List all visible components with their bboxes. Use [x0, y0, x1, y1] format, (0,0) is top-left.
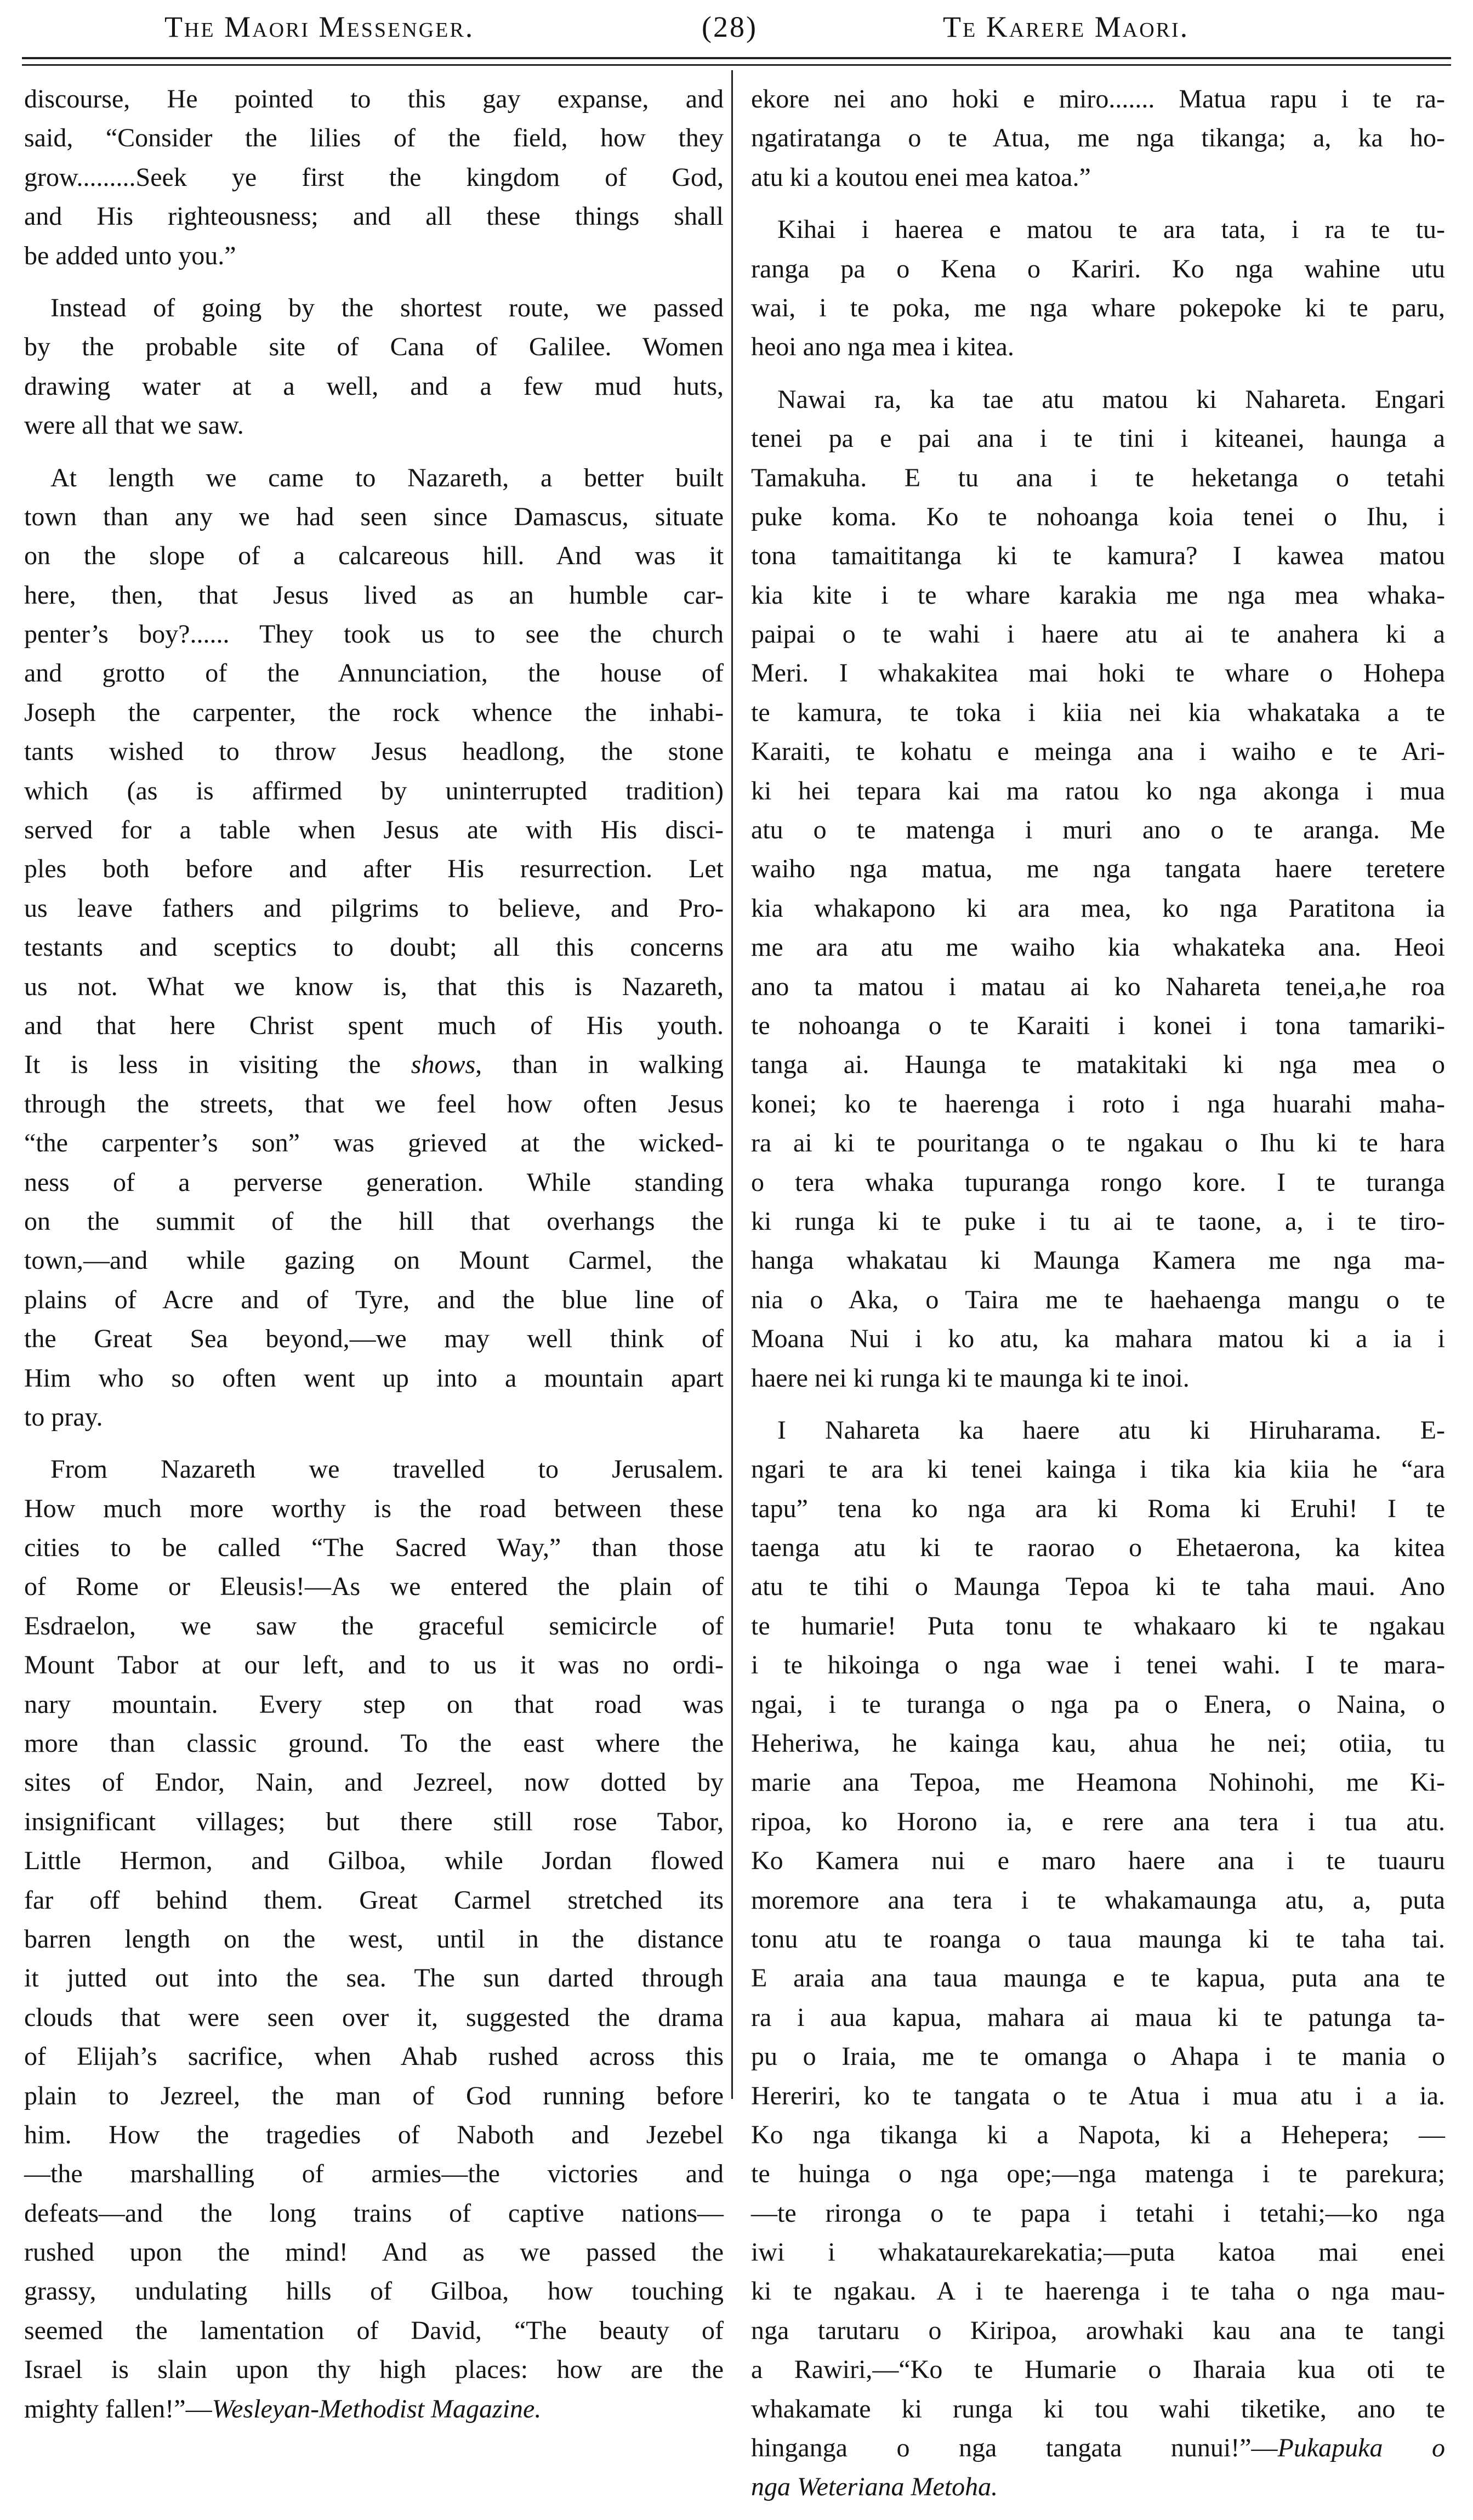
header-rule-top	[22, 57, 1451, 59]
text-line: us not. What we know is, that this is Nazareth,	[24, 972, 724, 1001]
text-line: penter’s boy?...... They took us to see the church	[24, 620, 724, 649]
text-line: Heheriwa, he kainga kau, ahua he nei; otiia, tu	[751, 1729, 1445, 1758]
text-line: It is less in visiting the shows, than in walking	[24, 1050, 724, 1080]
text-line: which (as is affirmed by uninterrupted tradition)	[24, 776, 724, 805]
text-line: were all that we saw.	[24, 411, 244, 440]
text-line: From Nazareth we travelled to Jerusalem.	[50, 1455, 724, 1484]
text-line: At length we came to Nazareth, a better built	[50, 463, 724, 492]
text-line: of Rome or Eleusis!—As we entered the plain of	[24, 1572, 724, 1602]
header-rule-bottom	[22, 64, 1451, 66]
text-line: be added unto you.”	[24, 241, 236, 270]
text-line: far off behind them. Great Carmel stretched its	[24, 1885, 724, 1915]
text-line: sites of Endor, Nain, and Jezreel, now dotted by	[24, 1768, 724, 1797]
text-line: tapu” tena ko nga ara ki Roma ki Eruhi! I te	[751, 1494, 1445, 1523]
text-line: Little Hermon, and Gilboa, while Jordan flowed	[24, 1846, 724, 1876]
text-line: through the streets, that we feel how often Jesus	[24, 1089, 724, 1119]
text-line: by the probable site of Cana of Galilee. Women	[24, 332, 724, 362]
text-line: i te hikoinga o nga wae i tenei wahi. I te mara-	[751, 1650, 1445, 1680]
text-line: ki runga ki te puke i tu ai te taone, a, i te tiro-	[751, 1206, 1445, 1236]
text-line: Ko nga tikanga ki a Napota, ki a Hehepera; —	[751, 2120, 1445, 2149]
text-line: taenga atu ki te raorao o Ehetaerona, ka kitea	[751, 1533, 1445, 1563]
text-line: “the carpenter’s son” was grieved at the wicked-	[24, 1128, 724, 1158]
text-line: testants and sceptics to doubt; all this concerns	[24, 933, 724, 962]
text-line: ripoa, ko Horono ia, e rere ana tera i tua atu.	[751, 1807, 1445, 1836]
text-line: ano ta matou i matau ai ko Nahareta tenei,a,he roa	[751, 972, 1445, 1001]
newspaper-page	[22, 0, 1451, 2502]
text-line: Moana Nui i ko atu, ka mahara matou ki a ia i	[751, 1324, 1445, 1354]
text-line: ki hei tepara kai ma ratou ko nga akonga i mua	[751, 776, 1445, 805]
text-line: te huinga o nga ope;—nga matenga i te parekura;	[751, 2159, 1445, 2189]
text-line: te kamura, te toka i kiia nei kia whakataka a te	[751, 697, 1445, 727]
text-line: E araia ana taua maunga e te kapua, puta ana te	[751, 1963, 1445, 1993]
text-line: Karaiti, te kohatu e meinga ana i waiho e te Ari-	[751, 737, 1445, 767]
english-column	[24, 80, 724, 2442]
text-line: pu o Iraia, me te omanga o Ahapa i te mania o	[751, 2042, 1445, 2071]
article-paragraph	[24, 288, 724, 445]
text-line: hinganga o nga tangata nunui!”—Pukapuka o	[751, 2433, 1445, 2463]
text-line: clouds that were seen over it, suggested the drama	[24, 2002, 724, 2032]
text-line: hanga whakatau ki Maunga Kamera me nga ma-	[751, 1246, 1445, 1275]
text-line: served for a table when Jesus ate with His disci-	[24, 815, 724, 845]
text-line: atu te tihi o Maunga Tepoa ki te taha maui. Ano	[751, 1572, 1445, 1602]
text-line: atu ki a koutou enei mea katoa.”	[751, 162, 1091, 192]
text-line: seemed the lamentation of David, “The beauty of	[24, 2315, 724, 2345]
text-line: plain to Jezreel, the man of God running before	[24, 2081, 724, 2110]
text-line: grassy, undulating hills of Gilboa, how touching	[24, 2277, 724, 2306]
text-line: said, “Consider the lilies of the field, how they	[24, 123, 724, 153]
article-paragraph	[24, 80, 724, 275]
text-line: to pray.	[24, 1402, 103, 1432]
text-line: tonu atu te roanga o taua maunga ki te taha tai.	[751, 1924, 1445, 1954]
text-line: here, then, that Jesus lived as an humble car-	[24, 580, 724, 610]
text-line: rushed upon the mind! And as we passed the	[24, 2238, 724, 2267]
text-line: marie ana Tepoa, me Heamona Nohinohi, me Ki-	[751, 1768, 1445, 1797]
text-line: Kihai i haerea e matou te ara tata, i ra te tu-	[777, 215, 1445, 245]
page-number: (28)	[702, 10, 758, 43]
text-line: tants wished to throw Jesus headlong, the stone	[24, 737, 724, 767]
text-line: tenei pa e pai ana i te tini i kiteanei, haunga a	[751, 424, 1445, 453]
text-line: heoi ano nga mea i kitea.	[751, 332, 1014, 362]
text-line: Tamakuha. E tu ana i te heketanga o tetahi	[751, 463, 1445, 492]
text-line: him. How the tragedies of Naboth and Jezebel	[24, 2120, 724, 2149]
text-line: moremore ana tera i te whakamaunga atu, a, puta	[751, 1885, 1445, 1915]
text-line: and that here Christ spent much of His youth.	[24, 1011, 724, 1040]
text-line: town than any we had seen since Damascus, situate	[24, 502, 724, 531]
text-line: ki te ngakau. A i te haerenga i te taha o nga mau-	[751, 2277, 1445, 2306]
page-header	[22, 3, 1451, 53]
article-paragraph	[751, 210, 1445, 367]
text-line: me ara atu me waiho kia whakateka ana. Heoi	[751, 933, 1445, 962]
text-line: mighty fallen!”—Wesleyan-Methodist Magazine.	[24, 2394, 542, 2423]
text-line: on the summit of the hill that overhangs the	[24, 1206, 724, 1236]
text-line: us leave fathers and pilgrims to believe, and Pro-	[24, 893, 724, 923]
text-line: paipai o te wahi i haere atu ai te anahera ki a	[751, 620, 1445, 649]
text-line: I Nahareta ka haere atu ki Hiruharama. E-	[777, 1415, 1445, 1445]
text-line: haere nei ki runga ki te maunga ki te inoi.	[751, 1363, 1190, 1393]
text-line: cities to be called “The Sacred Way,” than those	[24, 1533, 724, 1563]
text-line: grow.........Seek ye first the kingdom of God,	[24, 162, 724, 192]
text-line: ra i aua kapua, mahara ai maua ki te patunga ta-	[751, 2002, 1445, 2032]
text-line: defeats—and the long trains of captive nations—	[24, 2198, 724, 2228]
text-line: Mount Tabor at our left, and to us it was no ordi-	[24, 1650, 724, 1680]
text-line: —te rironga o te papa i tetahi i tetahi;—ko nga	[751, 2198, 1445, 2228]
text-line: Him who so often went up into a mountain apart	[24, 1363, 724, 1393]
text-line: iwi i whakataurekarekatia;—puta katoa mai enei	[751, 2238, 1445, 2267]
column-divider	[731, 70, 733, 2099]
text-line: Esdraelon, we saw the graceful semicircle of	[24, 1611, 724, 1641]
text-line: ra ai ki te pouritanga o te ngakau o Ihu ki te hara	[751, 1128, 1445, 1158]
text-line: ness of a perverse generation. While standing	[24, 1167, 724, 1197]
text-line: the Great Sea beyond,—we may well think of	[24, 1324, 724, 1354]
article-paragraph	[751, 80, 1445, 197]
text-line: barren length on the west, until in the distance	[24, 1924, 724, 1954]
text-line: discourse, He pointed to this gay expanse, and	[24, 84, 724, 113]
text-line: te humarie! Puta tonu te whakaaro ki te ngakau	[751, 1611, 1445, 1641]
article-paragraph	[24, 1450, 724, 2428]
text-line: tona tamaititanga ki te kamura? I kawea matou	[751, 541, 1445, 571]
text-line: Nawai ra, ka tae atu matou ki Nahareta. Engari	[777, 384, 1445, 414]
header-title-maori: Te Karere Maori.	[943, 10, 1190, 43]
text-line: nia o Aka, o Taira me te haehaenga mangu o te	[751, 1285, 1445, 1314]
text-line: tanga ai. Haunga te matakitaki ki nga mea o	[751, 1050, 1445, 1080]
text-line: Instead of going by the shortest route, we passed	[50, 293, 724, 322]
text-line: more than classic ground. To the east where the	[24, 1729, 724, 1758]
text-line: nga tarutaru o Kiripoa, arowhaki kau ana te tangi	[751, 2315, 1445, 2345]
text-line: whakamate ki runga ki tou wahi tiketike, ano te	[751, 2394, 1445, 2423]
text-line: ngari te ara ki tenei kainga i tika kia kiia he “ara	[751, 1455, 1445, 1484]
text-line: Joseph the carpenter, the rock whence the inhabi-	[24, 697, 724, 727]
header-title-english: The Maori Messenger.	[164, 10, 475, 43]
article-paragraph	[751, 380, 1445, 1398]
text-line: and His righteousness; and all these things shall	[24, 202, 724, 231]
text-line: Ko Kamera nui e maro haere ana i te tuauru	[751, 1846, 1445, 1876]
text-line: ples both before and after His resurrection. Let	[24, 854, 724, 884]
text-line: nary mountain. Every step on that road was	[24, 1689, 724, 1719]
text-line: drawing water at a well, and a few mud huts,	[24, 371, 724, 401]
text-line: Hereriri, ko te tangata o te Atua i mua atu i a ia.	[751, 2081, 1445, 2110]
text-line: Israel is slain upon thy high places: how are the	[24, 2355, 724, 2385]
text-line: puke koma. Ko te nohoanga koia tenei o Ihu, i	[751, 502, 1445, 531]
text-line: atu o te matenga i muri ano o te aranga. Me	[751, 815, 1445, 845]
text-line: ranga pa o Kena o Kariri. Ko nga wahine utu	[751, 254, 1445, 283]
text-line: insignificant villages; but there still rose Tabor,	[24, 1807, 724, 1836]
text-line: How much more worthy is the road between these	[24, 1494, 724, 1523]
article-paragraph	[24, 458, 724, 1437]
text-line: wai, i te poka, me nga whare pokepoke ki te paru,	[751, 293, 1445, 322]
text-line: te nohoanga o te Karaiti i konei i tona tamariki-	[751, 1011, 1445, 1040]
text-line: konei; ko te haerenga i roto i nga huarahi maha-	[751, 1089, 1445, 1119]
article-paragraph	[751, 1411, 1445, 2507]
text-line: o tera whaka tupuranga rongo kore. I te turanga	[751, 1167, 1445, 1197]
text-line: it jutted out into the sea. The sun darted through	[24, 1963, 724, 1993]
text-line: on the slope of a calcareous hill. And was it	[24, 541, 724, 571]
text-line: ekore nei ano hoki e miro....... Matua rapu i te ra-	[751, 84, 1445, 113]
text-line: —the marshalling of armies—the victories and	[24, 2159, 724, 2189]
text-line: ngai, i te turanga o nga pa o Enera, o Naina, o	[751, 1689, 1445, 1719]
text-line: nga Weteriana Metoha.	[751, 2472, 998, 2502]
text-line: waiho nga matua, me nga tangata haere teretere	[751, 854, 1445, 884]
text-line: town,—and while gazing on Mount Carmel, the	[24, 1246, 724, 1275]
maori-column	[751, 80, 1445, 2520]
text-line: kia whakapono ki ara mea, ko nga Paratitona ia	[751, 893, 1445, 923]
text-line: plains of Acre and of Tyre, and the blue line of	[24, 1285, 724, 1314]
text-line: of Elijah’s sacrifice, when Ahab rushed across this	[24, 2042, 724, 2071]
text-line: kia kite i te whare karakia me nga mea whaka-	[751, 580, 1445, 610]
text-line: Meri. I whakakitea mai hoki te whare o Hohepa	[751, 659, 1445, 688]
text-line: a Rawiri,—“Ko te Humarie o Iharaia kua oti te	[751, 2355, 1445, 2385]
text-line: ngatiratanga o te Atua, me nga tikanga; a, ka ho-	[751, 123, 1445, 153]
text-line: and grotto of the Annunciation, the house of	[24, 659, 724, 688]
